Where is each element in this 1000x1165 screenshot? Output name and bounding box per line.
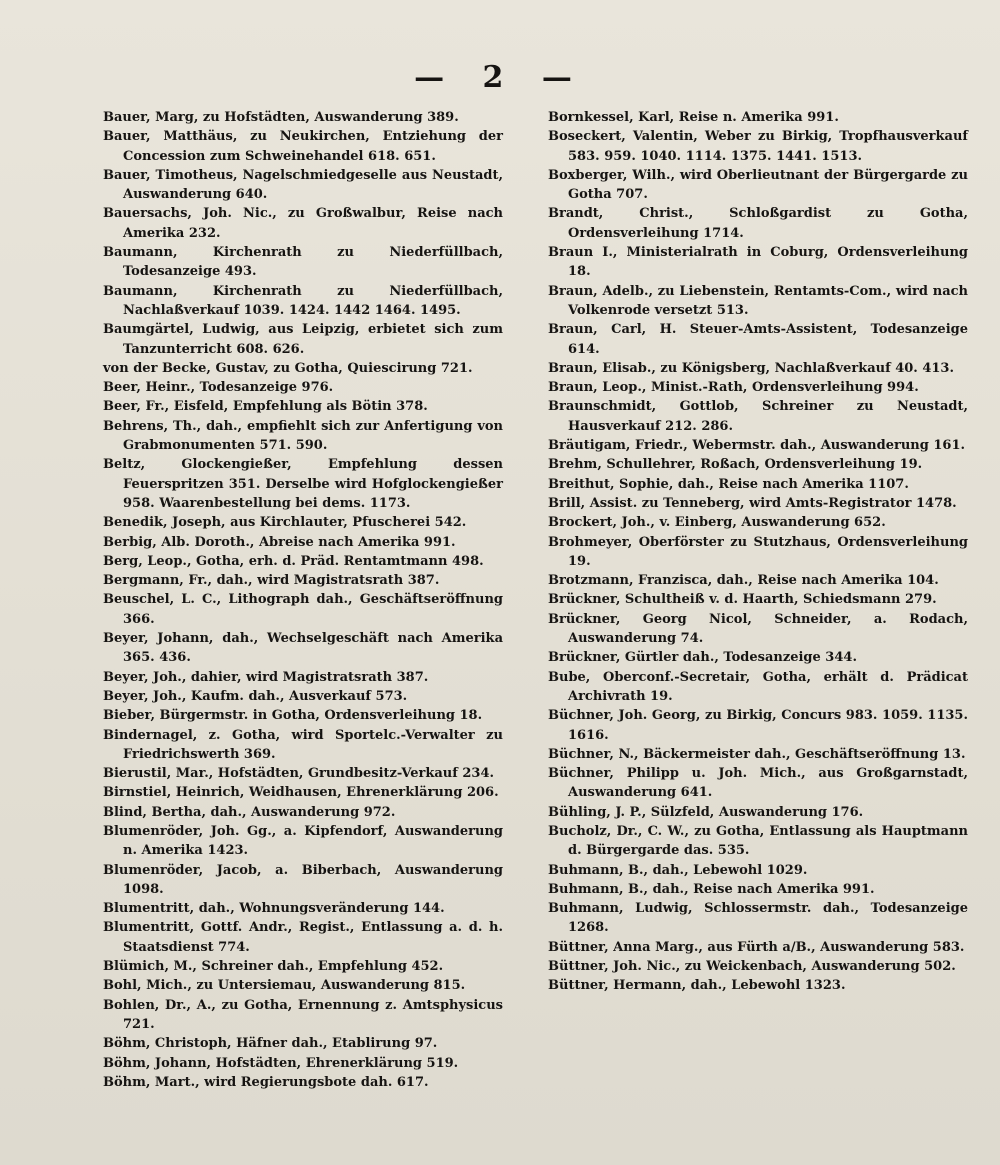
index-entry: Berbig, Alb. Doroth., Abreise nach Amerika 991.: [103, 534, 456, 550]
index-entry: Büchner, Joh. Georg, zu Birkig, Concurs 983. 1059. 1135. 1616.: [548, 708, 968, 743]
index-entry: Büttner, Joh. Nic., zu Weickenbach, Auswanderung 502.: [548, 959, 956, 975]
index-entry: Bauer, Matthäus, zu Neukirchen, Entziehung der Concession zum Schweinehandel 618. 651.: [103, 129, 503, 164]
index-entry: Beyer, Joh., Kaufm. dah., Ausverkauf 573.: [103, 688, 408, 704]
index-entry: Beyer, Johann, dah., Wechselgeschäft nach Amerika 365. 436.: [103, 631, 503, 666]
index-entry: Büchner, Philipp u. Joh. Mich., aus Großgarnstadt, Auswanderung 641.: [548, 766, 968, 801]
index-entry: Büttner, Hermann, dah., Lebewohl 1323.: [548, 978, 846, 994]
index-entry: Böhm, Johann, Hofstädten, Ehrenerklärung 519.: [103, 1055, 459, 1071]
index-entry: Blumentritt, Gottf. Andr., Regist., Entlassung a. d. h. Staatsdienst 774.: [103, 920, 503, 955]
index-entry: Baumgärtel, Ludwig, aus Leipzig, erbietet sich zum Tanzunterricht 608. 626.: [103, 322, 503, 357]
index-entry: Buhmann, B., dah., Reise nach Amerika 991.: [548, 881, 875, 897]
index-entry: Bierustil, Mar., Hofstädten, Grundbesitz-Verkauf 234.: [103, 766, 495, 782]
index-entry: Braun, Leop., Minist.-Rath, Ordensverleihung 994.: [548, 380, 919, 396]
index-entry: Beyer, Joh., dahier, wird Magistratsrath 387.: [103, 669, 429, 685]
index-entry: Beer, Heinr., Todesanzeige 976.: [103, 380, 334, 396]
index-entry: Bohlen, Dr., A., zu Gotha, Ernennung z. Amtsphysicus 721.: [103, 997, 503, 1032]
index-entry: Blümich, M., Schreiner dah., Empfehlung 452.: [103, 959, 444, 975]
index-entry: Brill, Assist. zu Tenneberg, wird Amts-Registrator 1478.: [548, 495, 957, 511]
index-entry: Brandt, Christ., Schloßgardist zu Gotha, Ordensverleihung 1714.: [548, 206, 968, 241]
index-entry: Bauersachs, Joh. Nic., zu Großwalbur, Reise nach Amerika 232.: [103, 206, 503, 241]
index-entry: Beer, Fr., Eisfeld, Empfehlung als Bötin 378.: [103, 399, 428, 415]
index-entry: Birnstiel, Heinrich, Weidhausen, Ehrenerklärung 206.: [103, 785, 499, 801]
index-entry: Bauer, Timotheus, Nagelschmiedgeselle aus Neustadt, Auswanderung 640.: [103, 167, 503, 203]
index-entry: Boseckert, Valentin, Weber zu Birkig, Tropfhausverkauf 583. 959. 1040. 1114. 1375. 1441. 1513.: [548, 129, 968, 164]
index-entry: Baumann, Kirchenrath zu Niederfüllbach, Todesanzeige 493.: [103, 245, 503, 280]
index-entry: Brückner, Georg Nicol, Schneider, a. Rodach, Auswanderung 74.: [548, 611, 968, 647]
index-entry: Beltz, Glockengießer, Empfehlung dessen Feuerspritzen 351. Derselbe wird Hofglockengießer 958. Waarenbestellung bei dems. 1173.: [103, 457, 503, 511]
index-entry: Benedik, Joseph, aus Kirchlauter, Pfuscherei 542.: [103, 515, 467, 531]
index-entry: von der Becke, Gustav, zu Gotha, Quiescirung 721.: [103, 360, 473, 376]
index-entry: Böhm, Christoph, Häfner dah., Etablirung 97.: [103, 1036, 438, 1052]
index-entry: Braun, Carl, H. Steuer-Amts-Assistent, Todesanzeige 614.: [548, 322, 968, 357]
index-column-left: [103, 108, 503, 1092]
index-entry: Breithut, Sophie, dah., Reise nach Amerika 1107.: [548, 476, 909, 492]
index-entry: Blumenröder, Joh. Gg., a. Kipfendorf, Auswanderung n. Amerika 1423.: [103, 823, 503, 859]
index-entry: Büchner, N., Bäckermeister dah., Geschäftseröffnung 13.: [548, 746, 966, 762]
index-entry: Bube, Oberconf.-Secretair, Gotha, erhält d. Prädicat Archivrath 19.: [548, 669, 968, 704]
index-entry: Brückner, Gürtler dah., Todesanzeige 344.: [548, 650, 857, 666]
index-entry: Böhm, Mart., wird Regierungsbote dah. 617.: [103, 1074, 429, 1090]
index-entry: Behrens, Th., dah., empfiehlt sich zur Anfertigung von Grabmonumenten 571. 590.: [103, 418, 503, 454]
index-entry: Bräutigam, Friedr., Webermstr. dah., Auswanderung 161.: [548, 438, 966, 454]
index-entry: Beuschel, L. C., Lithograph dah., Geschäftseröffnung 366.: [103, 592, 503, 627]
index-entry: Brehm, Schullehrer, Roßach, Ordensverleihung 19.: [548, 457, 923, 473]
index-entry: Baumann, Kirchenrath zu Niederfüllbach, Nachlaßverkauf 1039. 1424. 1442 1464. 1495.: [103, 283, 503, 318]
index-entry: Brohmeyer, Oberförster zu Stutzhaus, Ordensverleihung 19.: [548, 534, 968, 569]
index-entry: Bindernagel, z. Gotha, wird Sportelc.-Verwalter zu Friedrichswerth 369.: [103, 727, 503, 762]
index-entry: Buhmann, Ludwig, Schlossermstr. dah., Todesanzeige 1268.: [548, 901, 968, 936]
index-entry: Braun I., Ministerialrath in Coburg, Ordensverleihung 18.: [548, 245, 968, 280]
index-entry: Brückner, Schultheiß v. d. Haarth, Schiedsmann 279.: [548, 592, 937, 608]
index-entry: Blind, Bertha, dah., Auswanderung 972.: [103, 804, 396, 820]
index-entry: Braun, Elisab., zu Königsberg, Nachlaßverkauf 40. 413.: [548, 360, 954, 376]
index-entry: Bauer, Marg, zu Hofstädten, Auswanderung 389.: [103, 110, 459, 125]
index-entry: Bohl, Mich., zu Untersiemau, Auswanderung 815.: [103, 978, 466, 994]
index-entry: Blumentritt, dah., Wohnungsveränderung 144.: [103, 901, 445, 917]
index-entry: Boxberger, Wilh., wird Oberlieutnant der Bürgergarde zu Gotha 707.: [548, 167, 968, 203]
index-entry: Bornkessel, Karl, Reise n. Amerika 991.: [548, 110, 839, 125]
index-entry: Berg, Leop., Gotha, erh. d. Präd. Rentamtmann 498.: [103, 553, 484, 569]
page-number: — 2 —: [414, 60, 586, 95]
index-entry: Bucholz, Dr., C. W., zu Gotha, Entlassung als Hauptmann d. Bürgergarde das. 535.: [548, 823, 968, 859]
index-entry: Büttner, Anna Marg., aus Fürth a/B., Auswanderung 583.: [548, 939, 965, 955]
index-entry: Bieber, Bürgermstr. in Gotha, Ordensverleihung 18.: [103, 708, 483, 724]
index-entry: Blumenröder, Jacob, a. Biberbach, Auswanderung 1098.: [103, 862, 503, 897]
index-entry: Bühling, J. P., Sülzfeld, Auswanderung 176.: [548, 804, 864, 820]
index-entry: Braunschmidt, Gottlob, Schreiner zu Neustadt, Hausverkauf 212. 286.: [548, 399, 968, 434]
index-entry: Brotzmann, Franzisca, dah., Reise nach Amerika 104.: [548, 573, 939, 589]
index-column-right: [548, 108, 968, 996]
index-entry: Brockert, Joh., v. Einberg, Auswanderung 652.: [548, 515, 886, 531]
index-entry: Bergmann, Fr., dah., wird Magistratsrath 387.: [103, 573, 440, 589]
index-entry: Buhmann, B., dah., Lebewohl 1029.: [548, 862, 808, 878]
index-entry: Braun, Adelb., zu Liebenstein, Rentamts-Com., wird nach Volkenrode versetzt 513.: [548, 283, 968, 318]
